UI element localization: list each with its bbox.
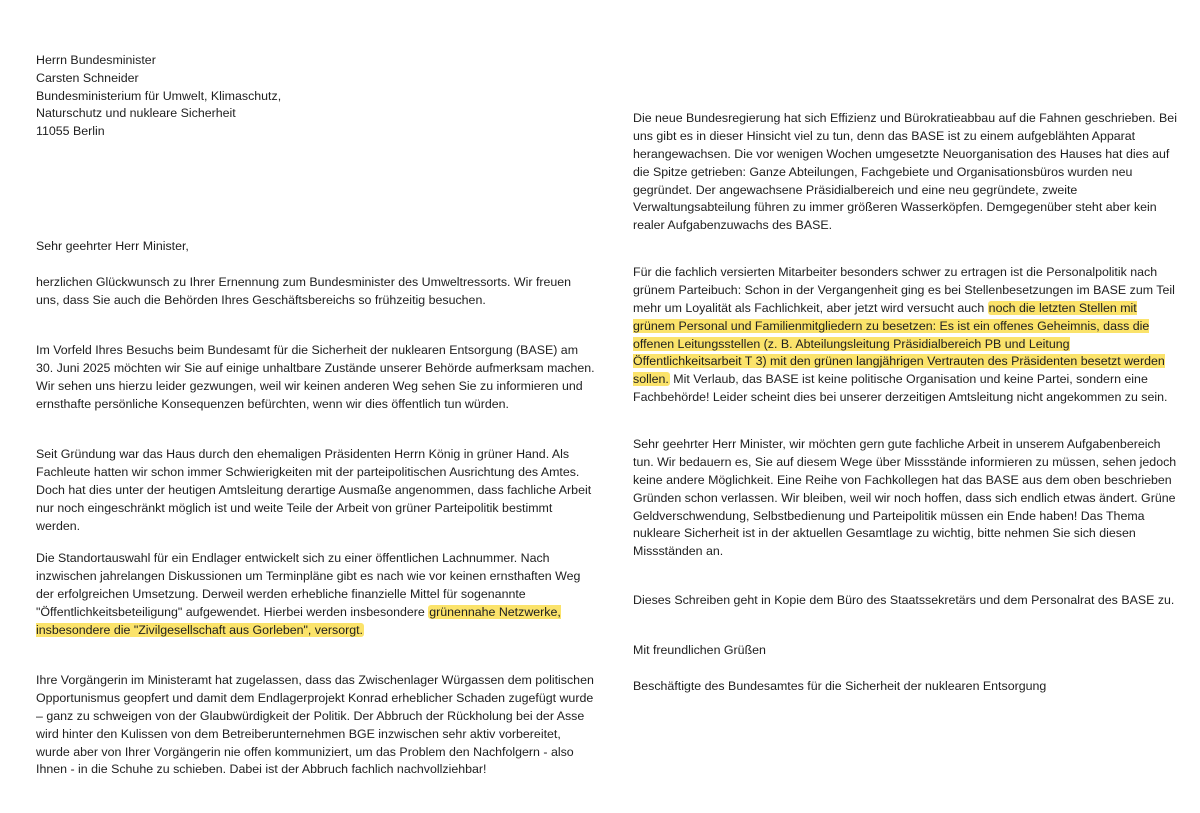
address-line: 11055 Berlin xyxy=(36,124,105,139)
address-line: Carsten Schneider xyxy=(36,70,139,85)
left-paragraph-4 xyxy=(36,550,596,639)
right-paragraph-2-text-end: Mit Verlaub, das BASE ist keine politische Organisation und keine Partei, sondern eine Fachbehörde! Leider scheint dies bei unserer derzeitigen Amtsleitung nicht angekommen zu sein. xyxy=(633,372,1168,404)
salutation: Sehr geehrter Herr Minister, xyxy=(36,239,189,254)
recipient-address xyxy=(36,52,596,141)
highlighted-text: grünennahe Netzwerke, insbesondere die "Zivilgesellschaft aus Gorleben", versorgt. xyxy=(36,604,561,637)
address-line: Herrn Bundesminister xyxy=(36,53,156,67)
highlighted-text: noch die letzten Stellen mit grünem Personal und Familienmitgliedern zu besetzen: Es ist ein offenes Geheimnis, dass die offenen Leitungsstellen (z. B. Abteilungsleitung Präsidialbereich PB und Leitung Öffentlichkeitsarbeit T 3) mit den grünen langjährigen Vertrauten des Präsidenten besetzt werden sollen. xyxy=(633,300,1165,387)
right-paragraph-1: Die neue Bundesregierung hat sich Effizienz und Bürokratieabbau auf die Fahnen geschrieben. Bei uns gibt es in dieser Hinsicht viel zu tun, denn das BASE ist zu einem aufgeblähten Apparat herangewachsen. Die vor wenigen Wochen umgesetzte Neuorganisation des Hauses hat dies auf die Spitze getrieben: Ganze Abteilungen, Fachgebiete und Organisationsbüros wurden neu gegründet. Der angewachsene Präsidialbereich und eine neu gegründete, zweite Verwaltungsabteilung führen zu immer größeren Wasserköpfen. Demgegenüber steht aber kein realer Aufgabenzuwachs des BASE. xyxy=(633,111,1177,233)
right-paragraph-2 xyxy=(633,264,1178,406)
left-paragraph-5: Ihre Vorgängerin im Ministeramt hat zugelassen, dass das Zwischenlager Würgassen dem politischen Opportunismus geopfert und damit dem Endlagerprojekt Konrad erheblicher Schaden zugefügt wurde – ganz zu schweigen von der Glaubwürdigkeit der Politik. Der Abbruch der Rückholung bei der Asse wird hinter den Kulissen von dem Betreiberunternehmen BGE inzwischen sehr aktiv vorbereitet, wurde aber von Ihrer Vorgängerin nie offen kommuniziert, um das Problem den Nachfolgern - also Ihnen - in die Schuhe zu schieben. Dabei ist der Abbruch fachlich nachvollziehbar! xyxy=(36,673,594,777)
closing: Mit freundlichen Grüßen xyxy=(633,643,766,658)
left-paragraph-2: Im Vorfeld Ihres Besuchs beim Bundesamt für die Sicherheit der nuklearen Entsorgung (BASE) am 30. Juni 2025 möchten wir Sie auf einige unhaltbare Zustände unserer Behörde aufmerksam machen. Wir sehen uns hierzu leider gezwungen, weil wir keinen anderen Weg sehen Sie zu informieren und ernsthafte persönliche Konsequenzen befürchten, wenn wir dies öffentlich tun würden. xyxy=(36,343,595,411)
right-paragraph-3: Sehr geehrter Herr Minister, wir möchten gern gute fachliche Arbeit in unserem Aufgabenbereich tun. Wir bedauern es, Sie auf diesem Wege über Missstände informieren zu müssen, sehen jedoch keine andere Möglichkeit. Eine Reihe von Fachkollegen hat das BASE aus dem oben beschrieben Gründen schon verlassen. Wir bleiben, weil wir noch hoffen, dass sich endlich etwas ändert. Grüne Geldverschwendung, Selbstbedienung und Parteipolitik müssen ein Ende haben! Das Thema nukleare Sicherheit ist in der aktuellen Gesamtlage zu wichtig, bitte nehmen Sie sich diesen Missständen an. xyxy=(633,437,1177,559)
left-paragraph-3: Seit Gründung war das Haus durch den ehemaligen Präsidenten Herrn König in grüner Hand. Als Fachleute hatten wir schon immer Schwierigkeiten mit der parteipolitischen Ausrichtung des Amtes. Doch hat dies unter der heutigen Amtsleitung derartige Ausmaße angenommen, dass fachliche Arbeit nur noch eingeschränkt möglich ist und weite Teile der Arbeit von grüner Parteipolitik bestimmt werden. xyxy=(36,447,592,533)
right-paragraph-2-text: Für die fachlich versierten Mitarbeiter besonders schwer zu ertragen ist die Personalpolitik nach grünem Parteibuch: Schon in der Vergangenheit ging es bei Stellenbesetzungen im BASE zum Teil mehr um Loyalität als Fachlichkeit, aber jetzt wird versucht auch xyxy=(633,265,1175,315)
address-line: Bundesministerium für Umwelt, Klimaschutz, xyxy=(36,88,282,103)
left-paragraph-4-text: Die Standortauswahl für ein Endlager entwickelt sich zu einer öffentlichen Lachnummer. Nach inzwischen jahrelangen Diskussionen um Terminpläne gibt es nach wie vor keinen ernsthaften Weg der erfolgreichen Umsetzung. Derweil werden erhebliche finanzielle Mittel für sogenannte "Öffentlichkeitsbeteiligung" aufgewendet. Hierbei werden insbesondere xyxy=(36,551,581,619)
address-line: Naturschutz und nukleare Sicherheit xyxy=(36,106,236,121)
left-paragraph-1: herzlichen Glückwunsch zu Ihrer Ernennung zum Bundesminister des Umweltressorts. Wir freuen uns, dass Sie auch die Behörden Ihres Geschäftsbereichs so frühzeitig besuchen. xyxy=(36,275,572,308)
signature: Beschäftigte des Bundesamtes für die Sicherheit der nuklearen Entsorgung xyxy=(633,679,1047,694)
right-paragraph-4: Dieses Schreiben geht in Kopie dem Büro des Staatssekretärs und dem Personalrat des BASE zu. xyxy=(633,593,1175,608)
